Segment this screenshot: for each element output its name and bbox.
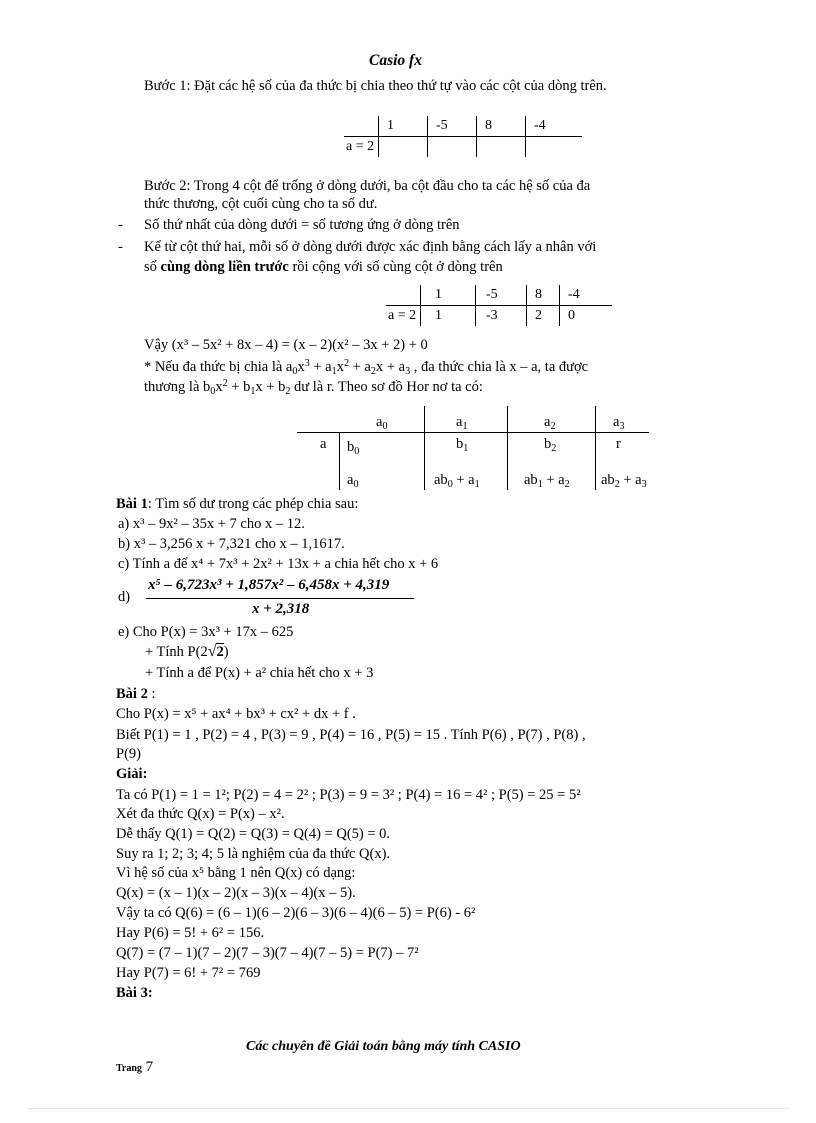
horner-a: a [320,436,327,452]
solution-line: Q(7) = (7 – 1)(7 – 2)(7 – 3)(7 – 4)(7 – 5) = P(7) – 7² [116,945,419,961]
bottom-dotted-line [28,1108,788,1109]
horner-bot: $a_0$ [347,472,359,490]
horner-top-a1: $a_1$ [456,414,468,432]
solution-line: Q(x) = (x – 1)(x – 2)(x – 3)(x – 4)(x – 5). [116,885,356,901]
table2-bottom: 2 [527,306,560,327]
vay-equation: Vậy (x³ – 5x² + 8x – 4) = (x – 2)(x² – 3x + 2) + 0 [144,337,428,353]
synthetic-table-2 [386,285,612,326]
solution-line: Dễ thấy Q(1) = Q(2) = Q(3) = Q(4) = Q(5) = 0. [116,826,391,842]
step1-text: Bước 1: Đặt các hệ số của đa thức bị chia theo thứ tự vào các cột của dòng trên. [144,78,607,94]
solution-line: Vì hệ số của x⁵ bằng 1 nên Q(x) có dạng: [116,865,356,881]
horner-mid-b2: $b_2$ [544,436,557,454]
horner-top-a0: $a_0$ [376,414,388,432]
table2-bottom: -3 [476,306,527,327]
bullet1-text: Số thứ nhất của dòng dưới = số tương ứng ở dòng trên [144,217,460,233]
footer-title: Các chuyên đề Giải toán bằng máy tính CASIO [246,1039,521,1054]
horner-vline [424,406,425,490]
bullet2-post: rồi cộng với số cùng cột ở dòng trên [288,259,503,275]
table2-bottom: 1 [421,306,476,327]
exercise-e2: + Tính a để P(x) + a² chia hết cho x + 3 [145,665,374,681]
table1-coeff: -4 [526,116,583,137]
horner-note-line1: * Nếu đa thức bị chia là $a_0x^3 + a_1x^2 + a_2x + a_3$ , đa thức chia là x – a, ta được [144,358,589,377]
bullet2-pre: số [144,259,161,275]
bullet2-line1: Kể từ cột thứ hai, mỗi số ở dòng dưới được xác định bằng cách lấy a nhân với [144,239,597,255]
table1-coeff: 8 [477,116,526,137]
solution-line: Suy ra 1; 2; 3; 4; 5 là nghiệm của đa thức Q(x). [116,846,391,862]
solution-line: Xét đa thức Q(x) = P(x) – x². [116,806,285,822]
solution-line: Vậy ta có Q(6) = (6 – 1)(6 – 2)(6 – 3)(6 – 4)(6 – 5) = P(6) - 6² [116,905,476,921]
solution-line: Ta có P(1) = 1 = 1²; P(2) = 4 = 2² ; P(3) = 9 = 3² ; P(4) = 16 = 4² ; P(5) = 25 = 5² [116,787,581,803]
horner-bot: $ab_0 + a_1$ [434,472,480,490]
table2-bottom: 0 [568,308,575,323]
horner-mid-r: r [616,436,621,452]
table2-top: 8 [527,285,560,306]
solution-line: Hay P(7) = 6! + 7² = 769 [116,965,261,981]
horner-vline [339,432,340,490]
exercise-b: b) x³ – 3,256 x + 7,321 cho x – 1,1617. [118,536,345,552]
bullet-dash: - [118,217,123,233]
table1-coeff: 1 [379,116,428,137]
solution-line: Hay P(6) = 5! + 6² = 156. [116,925,265,941]
horner-top-a2: $a_2$ [544,414,556,432]
horner-note-line2: thương là $b_0x^2 + b_1x + b_2$ dư là r. Theo sơ đồ Hor nơ ta có: [144,378,483,397]
fraction-bar [146,598,414,599]
horner-vline [595,406,596,490]
bullet2-line2 [144,258,503,276]
bullet2-bold: cùng dòng liền trước [160,259,289,275]
page-number: Trang 7 [116,1059,154,1075]
exercise-c: c) Tính a để x⁴ + 7x³ + 2x² + 13x + a chia hết cho x + 6 [118,556,439,572]
horner-mid-b1: $b_1$ [456,436,469,454]
page-title: Casio fx [369,52,422,69]
horner-bot: $ab_1 + a_2$ [524,472,570,490]
horner-divider [297,432,649,433]
bai2-line: P(9) [116,746,141,762]
table2-label: a = 2 [386,306,421,327]
table2-top: -4 [560,285,613,306]
exercise-e: e) Cho P(x) = 3x³ + 17x – 625 [118,624,294,640]
horner-top-a3: $a_3$ [613,414,625,432]
bai2-line: Cho P(x) = x⁵ + ax⁴ + bx³ + cx² + dx + f . [116,706,356,722]
exercise-a: a) x³ – 9x² – 35x + 7 cho x – 12. [118,516,305,532]
exercise-e1: + Tính P(2√2) [145,643,229,660]
giai-heading: Giải: [116,766,148,782]
synthetic-table-1 [344,116,582,157]
bullet-dash: - [118,239,123,255]
horner-vline [507,406,508,490]
bai2-heading: Bài 2 : [116,686,156,702]
bai1-heading: Bài 1: Tìm số dư trong các phép chia sau: [116,496,359,512]
exercise-d-label: d) [118,589,131,605]
step2-line1: Bước 2: Trong 4 cột để trống ở dòng dưới, ba cột đầu cho ta các hệ số của đa [144,178,591,194]
horner-mid-b0: $b_0$ [347,439,360,457]
fraction-denominator: x + 2,318 [252,601,310,617]
horner-bot: $ab_2 + a_3$ [601,472,647,490]
table1-label: a = 2 [344,137,379,158]
bai2-line: Biết P(1) = 1 , P(2) = 4 , P(3) = 9 , P(4) = 16 , P(5) = 15 . Tính P(6) , P(7) , P(8) , [116,727,586,743]
table1-coeff: -5 [428,116,477,137]
step2-line2: thức thương, cột cuối cùng cho ta số dư. [144,196,378,212]
table2-top: -5 [476,285,527,306]
bai3-heading: Bài 3: [116,985,153,1001]
table2-top: 1 [421,285,476,306]
fraction-numerator: x⁵ – 6,723x³ + 1,857x² – 6,458x + 4,319 [148,577,390,593]
